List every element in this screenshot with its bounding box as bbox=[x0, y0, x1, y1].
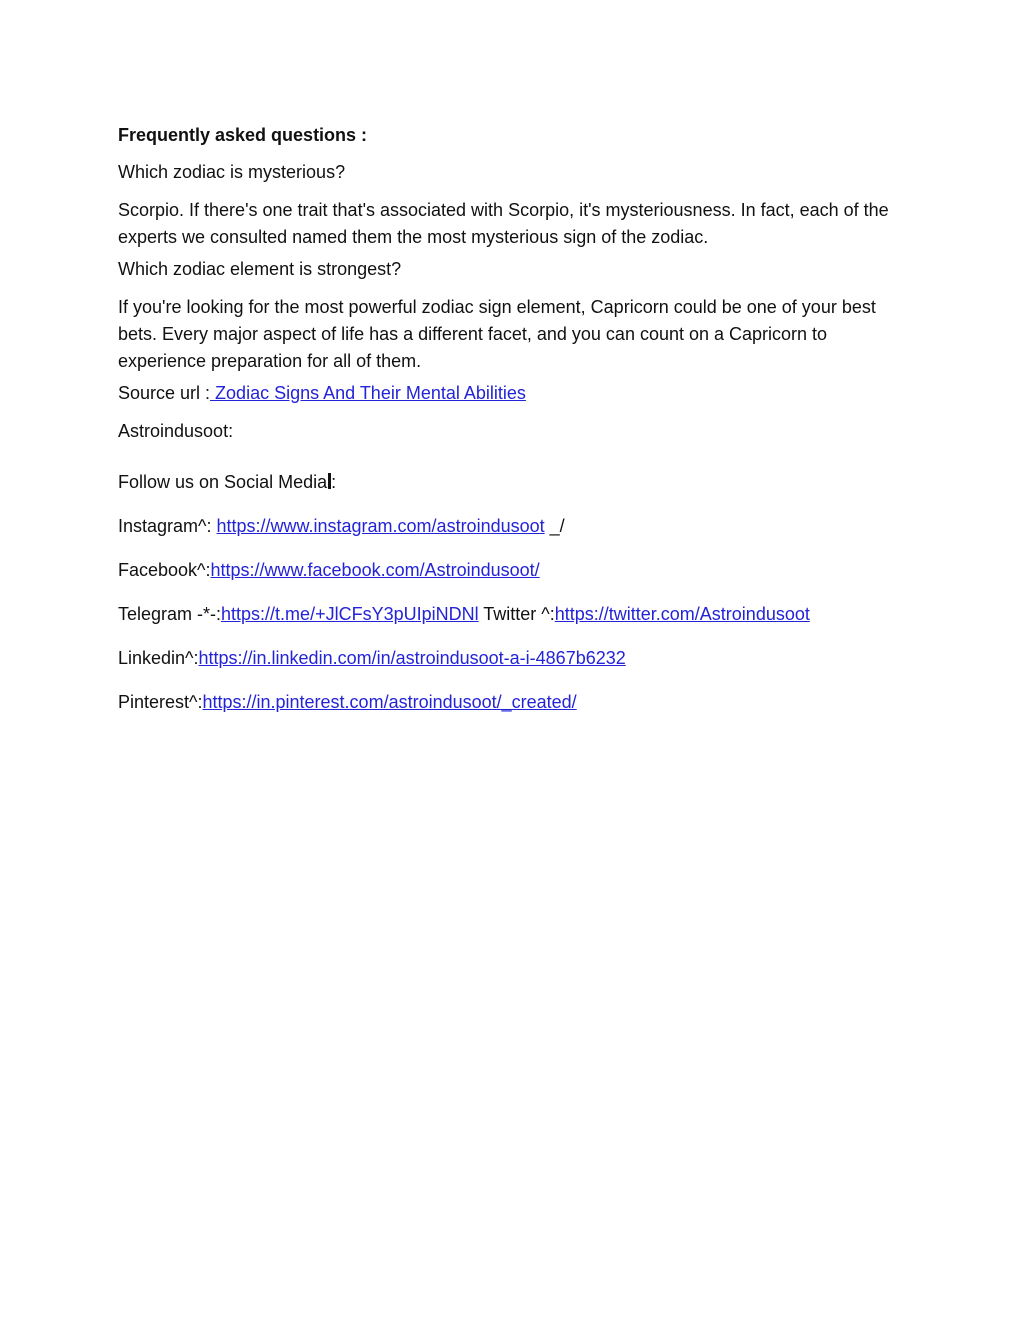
faq-answer-1: Scorpio. If there's one trait that's associated with Scorpio, it's mysteriousness. In fact, each of the experts we consulted named them the most mysterious sign of the zodiac. bbox=[118, 200, 889, 247]
facebook-label: Facebook^: bbox=[118, 560, 211, 580]
follow-colon: : bbox=[331, 472, 337, 492]
twitter-link[interactable]: https://twitter.com/Astroindusoot bbox=[554, 604, 810, 624]
social-pinterest bbox=[118, 689, 908, 716]
telegram-label: Telegram -*-: bbox=[118, 604, 222, 624]
document-page bbox=[118, 122, 908, 733]
instagram-link[interactable]: https://www.instagram.com/astroindusoot bbox=[216, 516, 545, 536]
twitter-label: Twitter ^: bbox=[478, 604, 555, 624]
social-telegram-twitter bbox=[118, 601, 908, 628]
faq-question-1: Which zodiac is mysterious? bbox=[118, 162, 346, 182]
instagram-suffix: _/ bbox=[544, 516, 565, 536]
follow-label: Follow us on Social Media bbox=[118, 472, 328, 492]
social-instagram bbox=[118, 513, 908, 540]
social-linkedin bbox=[118, 645, 908, 672]
telegram-link[interactable]: https://t.me/+JlCFsY3pUIpiNDNl bbox=[221, 604, 479, 624]
linkedin-label: Linkedin^: bbox=[118, 648, 199, 668]
brand-name: Astroindusoot: bbox=[118, 421, 234, 441]
source-line bbox=[118, 380, 908, 407]
source-label: Source url : bbox=[118, 383, 211, 403]
follow-heading bbox=[118, 469, 908, 496]
faq-question-2: Which zodiac element is strongest? bbox=[118, 259, 402, 279]
pinterest-link[interactable]: https://in.pinterest.com/astroindusoot/_created/ bbox=[202, 692, 577, 712]
source-link[interactable]: Zodiac Signs And Their Mental Abilities bbox=[210, 383, 526, 403]
faq-heading: Frequently asked questions : bbox=[118, 125, 368, 145]
instagram-label: Instagram^: bbox=[118, 516, 217, 536]
linkedin-link[interactable]: https://in.linkedin.com/in/astroindusoot-a-i-4867b6232 bbox=[198, 648, 626, 668]
pinterest-label: Pinterest^: bbox=[118, 692, 203, 712]
facebook-link[interactable]: https://www.facebook.com/Astroindusoot/ bbox=[210, 560, 540, 580]
social-facebook bbox=[118, 557, 908, 584]
faq-answer-2: If you're looking for the most powerful zodiac sign element, Capricorn could be one of your best bets. Every major aspect of life has a different facet, and you can count on a Capricorn to experience preparation for all of them. bbox=[118, 297, 876, 371]
